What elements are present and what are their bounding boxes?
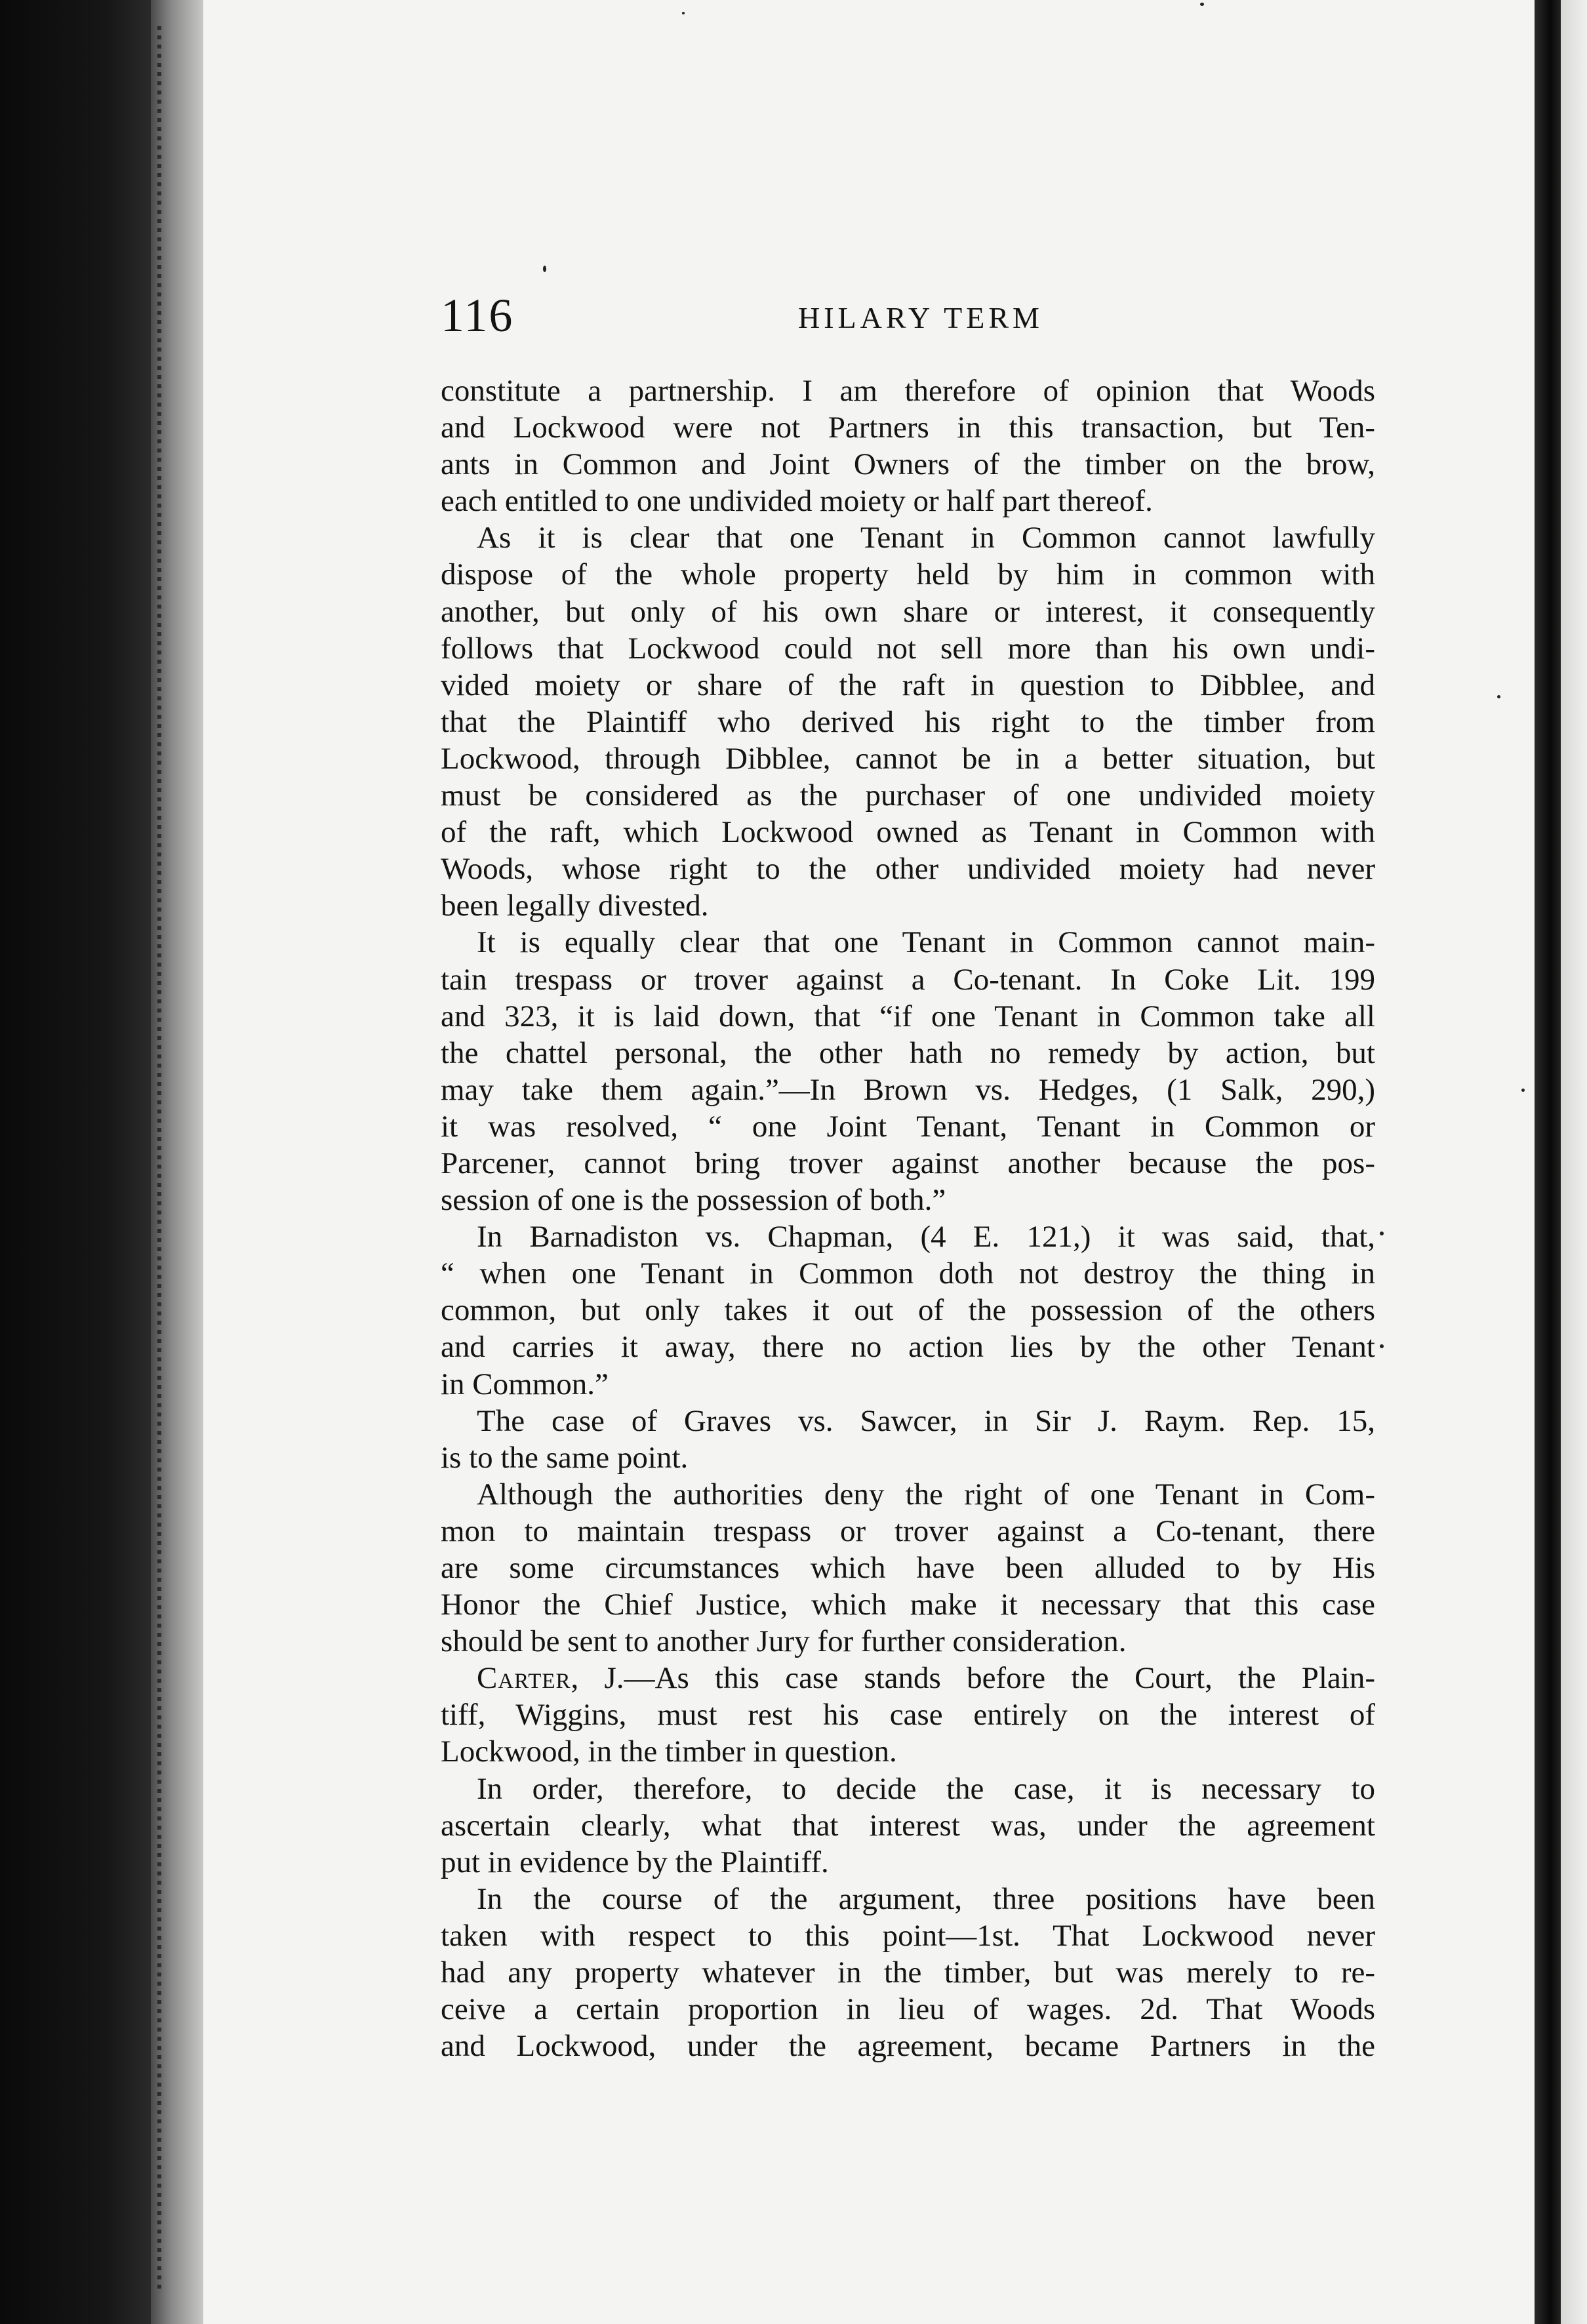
text-line: session of one is the possession of both.” xyxy=(441,1183,946,1218)
text-line: In Barnadiston vs. Chapman, (4 E. 121,) it was said, that, xyxy=(477,1220,1375,1254)
ink-speck xyxy=(1200,3,1204,6)
text-line: may take them again.”—In Brown vs. Hedges, (1 Salk, 290,) xyxy=(441,1072,1375,1107)
next-page-strip xyxy=(1561,0,1587,2324)
text-line: In the course of the argument, three positions have been xyxy=(477,1881,1375,1916)
text-line: Carter, J.—As this case stands before the Court, the Plain- xyxy=(477,1661,1375,1696)
text-line: follows that Lockwood could not sell more than his own undi- xyxy=(441,631,1375,666)
text-line: should be sent to another Jury for further consideration. xyxy=(441,1624,1127,1659)
page-right-edge xyxy=(1535,0,1561,2324)
text-line: Parcener, cannot bring trover against another because the pos- xyxy=(441,1146,1375,1180)
text-line: put in evidence by the Plaintiff. xyxy=(441,1845,829,1879)
text-line: it was resolved, “ one Joint Tenant, Tenant in Common or xyxy=(441,1109,1375,1144)
text-line: It is equally clear that one Tenant in Common cannot main- xyxy=(477,925,1375,960)
body-text xyxy=(441,372,1375,2064)
binding-gutter xyxy=(151,0,203,2324)
text-line: taken with respect to this point—1st. That Lockwood never xyxy=(441,1918,1375,1953)
text-line: and Lockwood, under the agreement, became Partners in the xyxy=(441,2029,1375,2064)
running-head xyxy=(441,289,1398,341)
ink-speck xyxy=(1380,1344,1384,1348)
running-head-title: HILARY TERM xyxy=(798,301,1043,334)
text-line: Lockwood, in the timber in question. xyxy=(441,1734,897,1769)
text-line: tiff, Wiggins, must rest his case entirely on the interest of xyxy=(441,1698,1375,1733)
text-line: The case of Graves vs. Sawcer, in Sir J. Raym. Rep. 15, xyxy=(477,1403,1375,1438)
text-line: Although the authorities deny the right of one Tenant in Com- xyxy=(477,1477,1375,1512)
text-line: is to the same point. xyxy=(441,1440,689,1475)
text-line: each entitled to one undivided moiety or half part thereof. xyxy=(441,484,1153,519)
ink-speck xyxy=(543,266,546,272)
text-line: tain trespass or trover against a Co-tenant. In Coke Lit. 199 xyxy=(441,962,1375,997)
text-line: common, but only takes it out of the possession of the others xyxy=(441,1293,1375,1328)
ink-speck xyxy=(1497,695,1500,698)
text-line: must be considered as the purchaser of one undivided moiety xyxy=(441,778,1375,813)
text-line: mon to maintain trespass or trover against a Co-tenant, there xyxy=(441,1513,1375,1548)
ink-speck xyxy=(682,12,685,14)
text-line: and Lockwood were not Partners in this transaction, but Ten- xyxy=(441,411,1375,445)
text-line: dispose of the whole property held by him in common with xyxy=(441,557,1375,592)
speaker-name: Carter xyxy=(477,1661,571,1696)
text-line: ants in Common and Joint Owners of the timber on the brow, xyxy=(441,447,1375,482)
text-line: another, but only of his own share or interest, it consequently xyxy=(441,594,1375,629)
text-line: As it is clear that one Tenant in Common cannot lawfully xyxy=(477,521,1375,555)
text-line: ceive a certain proportion in lieu of wages. 2d. That Woods xyxy=(441,1992,1375,2027)
text-line: had any property whatever in the timber, but was merely to re- xyxy=(441,1955,1375,1990)
text-line: in Common.” xyxy=(441,1367,609,1401)
text-line: and carries it away, there no action lies by the other Tenant xyxy=(441,1330,1375,1365)
text-line: the chattel personal, the other hath no remedy by action, but xyxy=(441,1035,1375,1070)
text-line: ascertain clearly, what that interest was, under the agreement xyxy=(441,1808,1375,1843)
book-cover-edge xyxy=(0,0,151,2324)
text-line: that the Plaintiff who derived his right to the timber from xyxy=(441,704,1375,739)
text-line: and 323, it is laid down, that “if one Tenant in Common take all xyxy=(441,999,1375,1033)
text-line: vided moiety or share of the raft in question to Dibblee, and xyxy=(441,668,1375,702)
text-line: constitute a partnership. I am therefore of opinion that Woods xyxy=(441,374,1375,408)
text-line: been legally divested. xyxy=(441,889,709,923)
ink-speck xyxy=(1521,1089,1525,1092)
text-line: of the raft, which Lockwood owned as Tenant in Common with xyxy=(441,815,1375,850)
text-line: Lockwood, through Dibblee, cannot be in a better situation, but xyxy=(441,741,1375,776)
page-number: 116 xyxy=(441,289,514,342)
text-line: Woods, whose right to the other undivided moiety had never xyxy=(441,852,1375,887)
ink-speck xyxy=(1380,1232,1384,1235)
text-line: In order, therefore, to decide the case, it is necessary to xyxy=(477,1771,1375,1806)
text-line: “ when one Tenant in Common doth not destroy the thing in xyxy=(441,1256,1375,1291)
text-line: Honor the Chief Justice, which make it necessary that this case xyxy=(441,1588,1375,1622)
text-line: are some circumstances which have been alluded to by His xyxy=(441,1551,1375,1585)
